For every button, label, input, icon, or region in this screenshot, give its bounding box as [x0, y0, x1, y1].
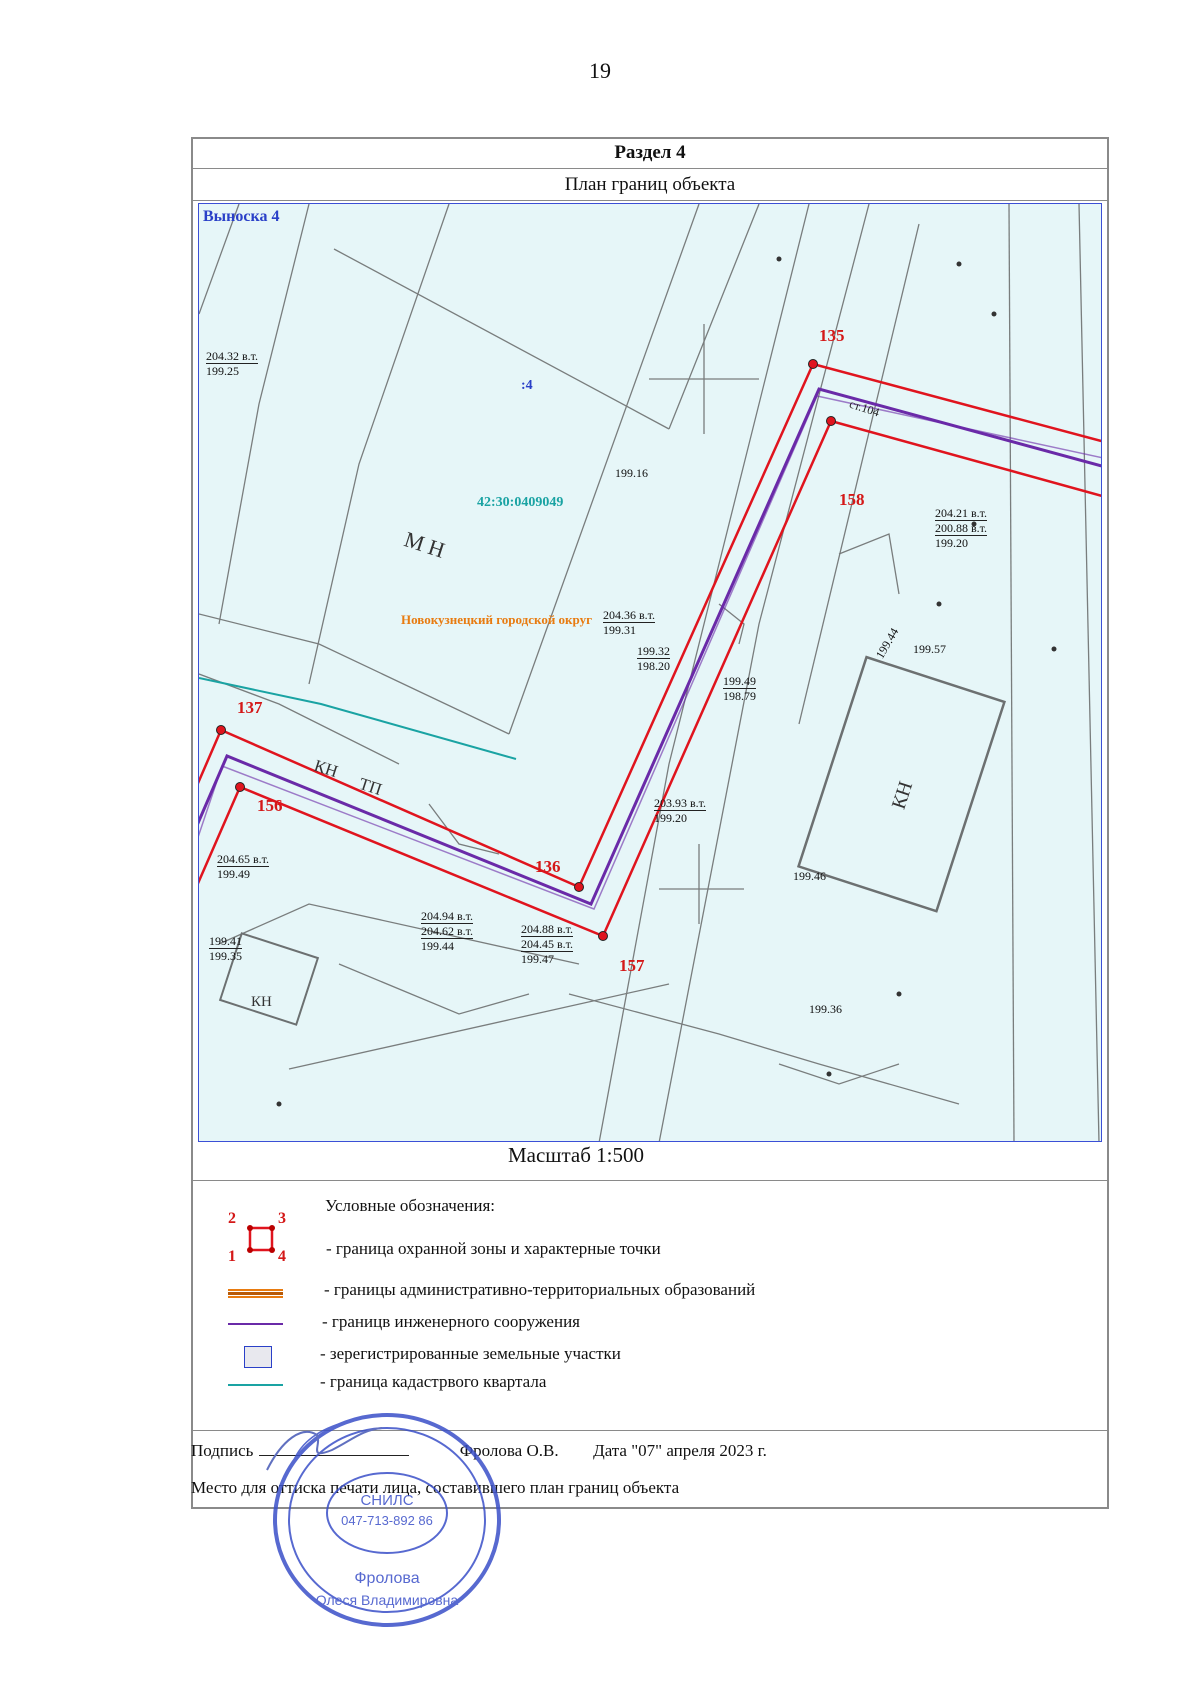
inset-label: Выноска 4 — [203, 208, 280, 225]
elevation-mark: 204.88 в.т. 204.45 в.т. 199.47 — [521, 922, 574, 966]
elevation-mark: 199.49 198.79 — [723, 674, 756, 703]
point-label-157: 157 — [619, 956, 645, 975]
point-label-158: 158 — [839, 490, 865, 509]
legend-parcel-symbol — [244, 1346, 272, 1368]
building-label-tp: ТП — [356, 773, 385, 800]
page-number: 19 — [589, 58, 611, 83]
elevation-mark: 199.41 199.35 — [209, 934, 242, 963]
elevation-mark: 199.57 — [913, 642, 946, 656]
map-scale: Масштаб 1:500 — [507, 1143, 644, 1167]
elevation-mark: 199.36 — [809, 1002, 842, 1016]
point-136 — [575, 883, 584, 892]
point-137 — [217, 726, 226, 735]
legend-item-parcel: - зерегистрированные земельные участки — [320, 1344, 621, 1363]
elevation-mark: 199.44 — [872, 625, 902, 662]
characteristic-points — [217, 360, 836, 941]
elevation-mark: 199.32 198.20 — [637, 644, 670, 673]
svg-text:Олеся Владимировна: Олеся Владимировна — [315, 1592, 459, 1608]
elevation-mark: 199.16 — [615, 466, 648, 480]
legend-title: Условные обозначения: — [325, 1196, 496, 1215]
signature-label: Подпись — [191, 1441, 254, 1460]
elevation-mark: 204.36 в.т. 199.31 — [603, 608, 656, 637]
legend-zone-symbol: 2 3 1 4 — [228, 1210, 286, 1265]
building-label-mn: М Н — [401, 526, 448, 563]
svg-text:Фролова: Фролова — [354, 1570, 420, 1587]
elevation-mark: 204.94 в.т. 204.62 в.т. 199.44 — [421, 909, 474, 953]
legend-quarter-symbol — [228, 1384, 283, 1386]
elevation-mark: 204.32 в.т. 199.25 — [206, 349, 259, 378]
district-label: Новокузнецкий городской округ — [401, 612, 593, 627]
divider — [191, 1180, 1109, 1181]
signature-scribble — [262, 1420, 392, 1480]
signature-date: Дата "07" апреля 2023 г. — [593, 1441, 767, 1460]
section-subtitle: План границ объекта — [191, 169, 1109, 201]
point-158 — [827, 417, 836, 426]
point-135 — [809, 360, 818, 369]
point-label-137: 137 — [237, 698, 263, 717]
building-label-kn-bottom: КН — [251, 994, 272, 1010]
point-label-136: 136 — [535, 857, 561, 876]
legend-item-quarter: - граница кадастрвого квартала — [320, 1372, 547, 1391]
quarter-boundary — [199, 678, 516, 759]
elevation-mark: 199.46 — [793, 869, 826, 883]
boundary-map[interactable] — [198, 203, 1102, 1142]
svg-text:047-713-892 86: 047-713-892 86 — [341, 1513, 433, 1528]
svg-text:СНИЛС: СНИЛС — [360, 1492, 414, 1509]
cadastral-quarter-label: 42:30:0409049 — [477, 495, 564, 510]
parcel-label: :4 — [521, 378, 533, 393]
elevation-mark: 204.65 в.т. 199.49 — [217, 852, 270, 881]
legend-item-structure: - границв инженерного сооружения — [322, 1312, 580, 1331]
survey-linework — [199, 204, 1099, 1142]
legend-item-zone: - граница охранной зоны и характерные точки — [326, 1239, 661, 1258]
point-156 — [236, 783, 245, 792]
signer-name: Фролова О.В. — [459, 1441, 559, 1460]
legend-item-admin: - границы административно-территориальных образований — [324, 1280, 756, 1299]
point-label-135: 135 — [819, 326, 845, 345]
map-drawing — [199, 204, 1102, 1142]
stamp-place-text: Место для оттиска печати лица, составившего план границ объекта — [191, 1478, 680, 1497]
legend-admin-symbol — [228, 1289, 283, 1297]
elevation-mark: 204.21 в.т. 200.88 в.т. 199.20 — [935, 506, 988, 550]
pipe-label: ст.104 — [847, 396, 882, 420]
section-title: Раздел 4 — [191, 137, 1109, 169]
legend-structure-symbol — [228, 1323, 283, 1325]
building-label-kn: КН — [311, 755, 341, 782]
point-157 — [599, 932, 608, 941]
elevation-mark: 203.93 в.т. 199.20 — [654, 796, 707, 825]
building-label-kn-right: КН — [887, 778, 918, 812]
point-label-156: 156 — [257, 796, 283, 815]
